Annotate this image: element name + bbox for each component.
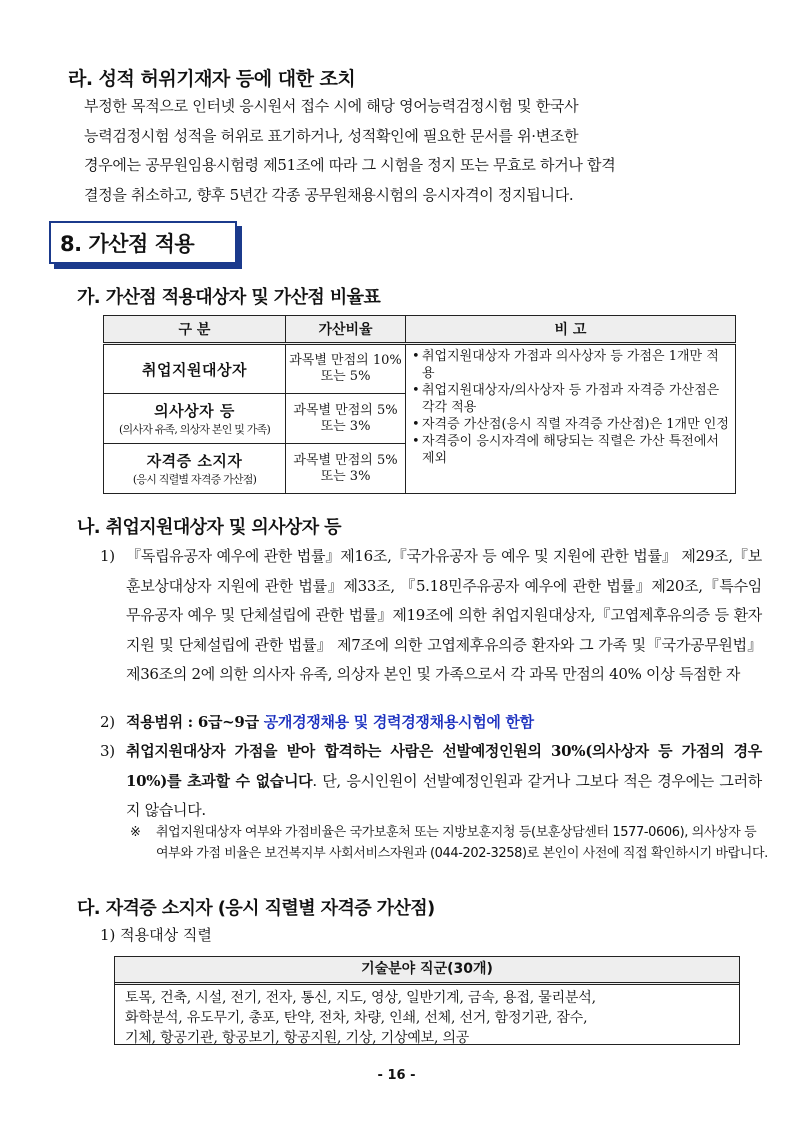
- category-label: 의사상자 등: [154, 402, 235, 420]
- category-sublabel: (의사자 유족, 의상자 본인 및 가족): [119, 423, 270, 436]
- reference-mark-icon: ※: [130, 825, 141, 840]
- applicable-series-label: 1) 적용대상 직렬: [100, 926, 212, 944]
- section-ra-paragraph: [84, 92, 760, 210]
- numbered-item-2: [100, 708, 762, 738]
- section-8-title: 8. 가산점 적용: [60, 232, 195, 256]
- category-sublabel: (응시 직렬별 자격증 가산점): [132, 473, 257, 486]
- table-cell-category: [104, 344, 286, 394]
- list-line: 토목, 건축, 시설, 전기, 전자, 통신, 지도, 영상, 일반기계, 금속, 용접, 물리분석,: [125, 990, 596, 1006]
- list-line: 화학분석, 유도무기, 총포, 탄약, 전차, 차량, 인쇄, 선체, 선거, 함정기관, 잠수,: [125, 1010, 588, 1026]
- list-line: 기체, 항공기관, 항공보기, 항공지원, 기상, 기상예보, 의공: [125, 1030, 470, 1046]
- paragraph-line: 부정한 목적으로 인터넷 응시원서 접수 시에 해당 영어능력검정시험 및 한국사: [84, 97, 579, 115]
- item-number: 1): [100, 547, 115, 565]
- numbered-item-1: [100, 542, 762, 690]
- note-item: • 취업지원대상자 가점과 의사상자 등 가점은 1개만 적용: [412, 349, 719, 381]
- paragraph-line: 결정을 취소하고, 향후 5년간 각종 공무원채용시험의 응시자격이 정지됩니다.: [84, 185, 574, 204]
- contact-note: [130, 822, 770, 864]
- table-cell-category: [104, 444, 286, 494]
- item-number: 2): [100, 713, 115, 731]
- table-header-rate: 가산비율: [286, 316, 406, 344]
- paragraph-line: 경우에는 공무원임용시험령 제51조에 따라 그 시험을 정지 또는 무효로 하거나 합격: [84, 156, 616, 174]
- note-item: • 자격증 가산점(응시 직렬 자격증 가산점)은 1개만 인정: [412, 417, 729, 432]
- tech-field-header: 기술분야 직군(30개): [115, 957, 739, 985]
- table-header-note: 비 고: [406, 316, 736, 344]
- bonus-rate-table: [103, 315, 736, 494]
- item-number: 3): [100, 742, 115, 760]
- scope-highlight: 공개경쟁채용 및 경력경쟁채용시험에 한함: [263, 713, 534, 731]
- page-number: - 16 -: [377, 1068, 416, 1083]
- paragraph-line: 능력검정시험 성적을 허위로 표기하거나, 성적확인에 필요한 문서를 위·변조한: [84, 126, 579, 145]
- sub-na-heading: 나. 취업지원대상자 및 의사상자 등: [77, 517, 341, 538]
- tech-field-list: [115, 985, 739, 1048]
- item-text: 『독립유공자 예우에 관한 법률』제16조,『국가유공자 등 예우 및 지원에 관한 법률』 제29조,『보훈보상대상자 지원에 관한 법률』제33조, 『5.18민주유공자 예우에 관한 법률』제20조,『특수임무유공자 예우 및 단체설립에 관한 법률』제19조에 의한 취업지원대상자,『고엽제후유의증 등 환자지원 및 단체설립에 관한 법률』 제7조에 의한 고엽제후유의증 환자와 그 가족 및『국가공무원법』 제36조의 2에 의한 의사자 유족, 의상자 본인 및 가족으로서 각 과목 만점의 40% 이상 득점한 자: [126, 547, 762, 683]
- category-label: 자격증 소지자: [146, 452, 243, 470]
- sub-da-heading: 다. 자격증 소지자 (응시 직렬별 자격증 가산점): [77, 898, 435, 919]
- note-item: • 자격증이 응시자격에 해당되는 직렬은 가산 특전에서 제외: [412, 434, 719, 466]
- table-header-category: 구 분: [104, 316, 286, 344]
- table-row: [104, 344, 736, 394]
- limit-bold-text: 취업지원대상자 가점을 받아 합격하는 사람은 선발예정인원의 30%(의사상자 등 가점의 경우 10%)를 초과할 수 없습니다: [126, 742, 762, 790]
- tech-field-box: [114, 956, 740, 1045]
- table-cell-rate: 과목별 만점의 5% 또는 3%: [286, 444, 406, 494]
- table-cell-notes: [406, 344, 736, 494]
- section-ra-heading: 라. 성적 허위기재자 등에 대한 조치: [68, 68, 356, 90]
- table-cell-category: [104, 394, 286, 444]
- table-cell-rate: 과목별 만점의 5% 또는 3%: [286, 394, 406, 444]
- note-text: 취업지원대상자 여부와 가점비율은 국가보훈처 또는 지방보훈지청 등(보훈상담센터 1577-0606), 의사상자 등 여부와 가점 비율은 보건복지부 사회서비스자원과 (044-202-3258)로 본인이 사전에 직접 확인하시기 바랍니다.: [156, 825, 768, 861]
- table-cell-rate: 과목별 만점의 10% 또는 5%: [286, 344, 406, 394]
- category-label: 취업지원대상자: [142, 360, 247, 379]
- note-item: • 취업지원대상자/의사상자 등 가점과 자격증 가산점은 각각 적용: [412, 383, 720, 415]
- numbered-item-3: [100, 737, 762, 826]
- sub-ga-heading: 가. 가산점 적용대상자 및 가산점 비율표: [77, 287, 381, 308]
- limit-rest-text: . 단, 응시인원이 선발예정인원과 같거나 그보다 적은 경우에는 그러하지 않습니다.: [126, 771, 762, 819]
- scope-label: 적용범위 : 6급~9급: [126, 713, 264, 731]
